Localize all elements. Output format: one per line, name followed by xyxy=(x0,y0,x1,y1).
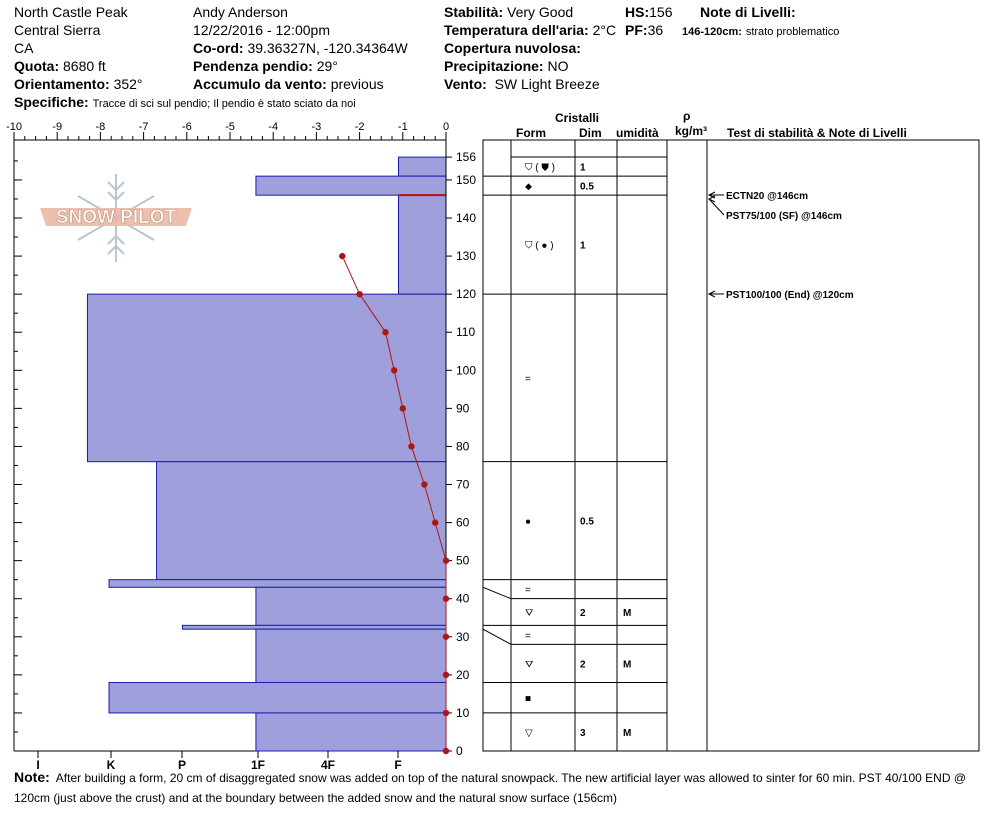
height-tick-label: 156 xyxy=(456,150,477,165)
pf-row: PF:36 xyxy=(625,22,664,38)
header-tests: Test di stabilità & Note di Livelli xyxy=(727,126,907,140)
wind-row: Vento: SW Light Breeze xyxy=(444,76,600,92)
height-tick-label: 70 xyxy=(456,477,470,492)
height-tick-label: 10 xyxy=(456,705,470,720)
hardness-bar xyxy=(398,157,446,176)
slope-row: Pendenza pendio: 29° xyxy=(193,58,338,74)
air-temp-row: Temperatura dell'aria: 2°C xyxy=(444,22,617,38)
height-tick-label: 90 xyxy=(456,401,470,416)
hardness-bar xyxy=(182,625,446,629)
hardness-tick-label: I xyxy=(36,758,40,772)
temperature-point xyxy=(443,596,449,602)
observer: Andy Anderson xyxy=(193,4,288,20)
state: CA xyxy=(14,40,34,56)
crystal-size: 2 xyxy=(580,608,586,620)
height-tick-label: 120 xyxy=(456,287,477,302)
height-tick-label: 140 xyxy=(456,211,477,226)
hardness-bar xyxy=(109,682,446,712)
hardness-tick-label: P xyxy=(177,758,187,772)
crystal-form: ⛛ xyxy=(525,659,534,671)
precip-row: Precipitazione: NO xyxy=(444,58,569,74)
temperature-point xyxy=(443,710,449,716)
temp-tick-label: -2 xyxy=(354,121,365,133)
temperature-point xyxy=(443,557,449,563)
temperature-point xyxy=(339,253,345,259)
hardness-bar xyxy=(398,195,446,294)
crystal-form: ⛉ ( ● ) xyxy=(525,240,554,252)
temp-tick-label: 0 xyxy=(442,121,450,133)
note-block: Note: After building a form, 20 cm of disaggregated snow was added on top of the natural snowpack. The new artificial layer was allowed to sinter for 60 min. PST 40/100 END @ 120cm (just above the crust) and at the boundary between the added snow and the natural snow surface (156cm) xyxy=(14,769,967,805)
temp-tick-label: -3 xyxy=(311,121,322,133)
temperature-point xyxy=(408,443,414,449)
height-tick-label: 150 xyxy=(456,172,477,187)
wind-load-row: Accumulo da vento: previous xyxy=(193,76,384,92)
stability-row: Stabilità: Very Good xyxy=(444,4,574,20)
crystal-size: 1 xyxy=(580,240,586,252)
temperature-point xyxy=(443,634,449,640)
crystal-form: ⬥ xyxy=(525,181,532,193)
aspect-row: Orientamento: 352° xyxy=(14,76,143,92)
stability-test-label: PST100/100 (End) @120cm xyxy=(726,290,854,301)
crystal-form: ● xyxy=(525,516,532,528)
temperature-point xyxy=(391,367,397,373)
temperature-point xyxy=(356,291,362,297)
elevation-row: Quota: 8680 ft xyxy=(14,58,106,74)
height-tick-label: 50 xyxy=(456,553,470,568)
header-crystals: Cristalli xyxy=(555,111,600,125)
temperature-point xyxy=(421,481,427,487)
crystal-form: = xyxy=(525,373,531,385)
layer-note-row: 146-120cm: strato problematico xyxy=(682,26,840,38)
height-tick-label: 130 xyxy=(456,249,477,264)
temperature-point xyxy=(432,519,438,525)
temp-tick-label: -4 xyxy=(268,121,279,133)
height-tick-label: 0 xyxy=(456,744,463,758)
header-rho: ρ xyxy=(683,109,691,123)
humidity: M xyxy=(623,659,632,671)
temperature-point xyxy=(443,748,449,754)
height-tick-label: 40 xyxy=(456,591,470,606)
humidity: M xyxy=(623,608,632,620)
stability-test-label: ECTN20 @146cm xyxy=(726,191,809,202)
header-humidity: umidità xyxy=(616,126,659,140)
crystal-form: ■ xyxy=(525,693,532,705)
hardness-bar xyxy=(109,580,446,588)
hardness-bar xyxy=(256,713,446,751)
crystal-size: 0.5 xyxy=(580,181,594,193)
header-form: Form xyxy=(516,126,546,140)
height-tick-label: 100 xyxy=(456,363,477,378)
height-tick-label: 20 xyxy=(456,667,470,682)
hardness-tick-label: 1F xyxy=(250,758,266,772)
specifics-row: Specifiche: Tracce di sci sul pendio; Il pendio è stato sciato da noi xyxy=(14,94,356,110)
temp-tick-label: -10 xyxy=(6,121,22,133)
height-tick-label: 30 xyxy=(456,629,470,644)
cloud-row: Copertura nuvolosa: xyxy=(444,40,581,56)
temp-tick-label: -9 xyxy=(52,121,63,133)
humidity: M xyxy=(623,727,632,739)
temp-tick-label: -5 xyxy=(225,121,235,133)
test-arrow-line xyxy=(709,199,724,215)
hardness-tick-label: 4F xyxy=(320,758,336,772)
crystal-form: = xyxy=(525,630,531,642)
hs-row: HS:156 xyxy=(625,4,673,20)
temperature-point xyxy=(382,329,388,335)
crystal-form: = xyxy=(525,585,531,597)
header-size: Dim xyxy=(579,126,602,140)
mountain-range: Central Sierra xyxy=(14,22,101,38)
coord-row: Co-ord: 39.36327N, -120.34364W xyxy=(193,40,408,56)
height-tick-label: 60 xyxy=(456,515,470,530)
layer-notes-title: Note di Livelli: xyxy=(700,4,796,20)
hardness-bar xyxy=(256,176,446,195)
crystal-form: ▽ xyxy=(525,727,533,739)
hardness-tick-label: F xyxy=(394,758,402,772)
height-tick-label: 80 xyxy=(456,439,470,454)
layer-connector xyxy=(483,629,511,644)
temperature-point xyxy=(400,405,406,411)
crystal-form: ⛛ xyxy=(525,608,534,620)
temperature-point xyxy=(443,672,449,678)
crystal-size: 1 xyxy=(580,162,586,174)
crystal-size: 2 xyxy=(580,659,586,671)
crystal-size: 0.5 xyxy=(580,516,594,528)
hardness-bar xyxy=(87,294,446,462)
hardness-bar xyxy=(256,587,446,625)
hardness-bar xyxy=(256,629,446,682)
temp-tick-label: -7 xyxy=(138,121,149,133)
height-tick-label: 110 xyxy=(456,325,476,340)
table-frame xyxy=(483,140,979,751)
temp-tick-label: -8 xyxy=(95,121,106,133)
crystal-form: ⛉ ( ⛊ ) xyxy=(525,162,555,174)
layer-connector xyxy=(483,587,511,598)
hardness-bar xyxy=(157,462,446,580)
temp-tick-label: -6 xyxy=(181,121,192,133)
header-density-unit: kg/m³ xyxy=(675,124,708,138)
temp-tick-label: -1 xyxy=(397,121,408,133)
crystal-size: 3 xyxy=(580,727,586,739)
svg-text:SNOW PILOT: SNOW PILOT xyxy=(55,207,177,228)
datetime: 12/22/2016 - 12:00pm xyxy=(193,22,330,38)
location: North Castle Peak xyxy=(14,4,128,20)
hardness-tick-label: K xyxy=(106,758,116,772)
stability-test-label: PST75/100 (SF) @146cm xyxy=(726,211,842,222)
